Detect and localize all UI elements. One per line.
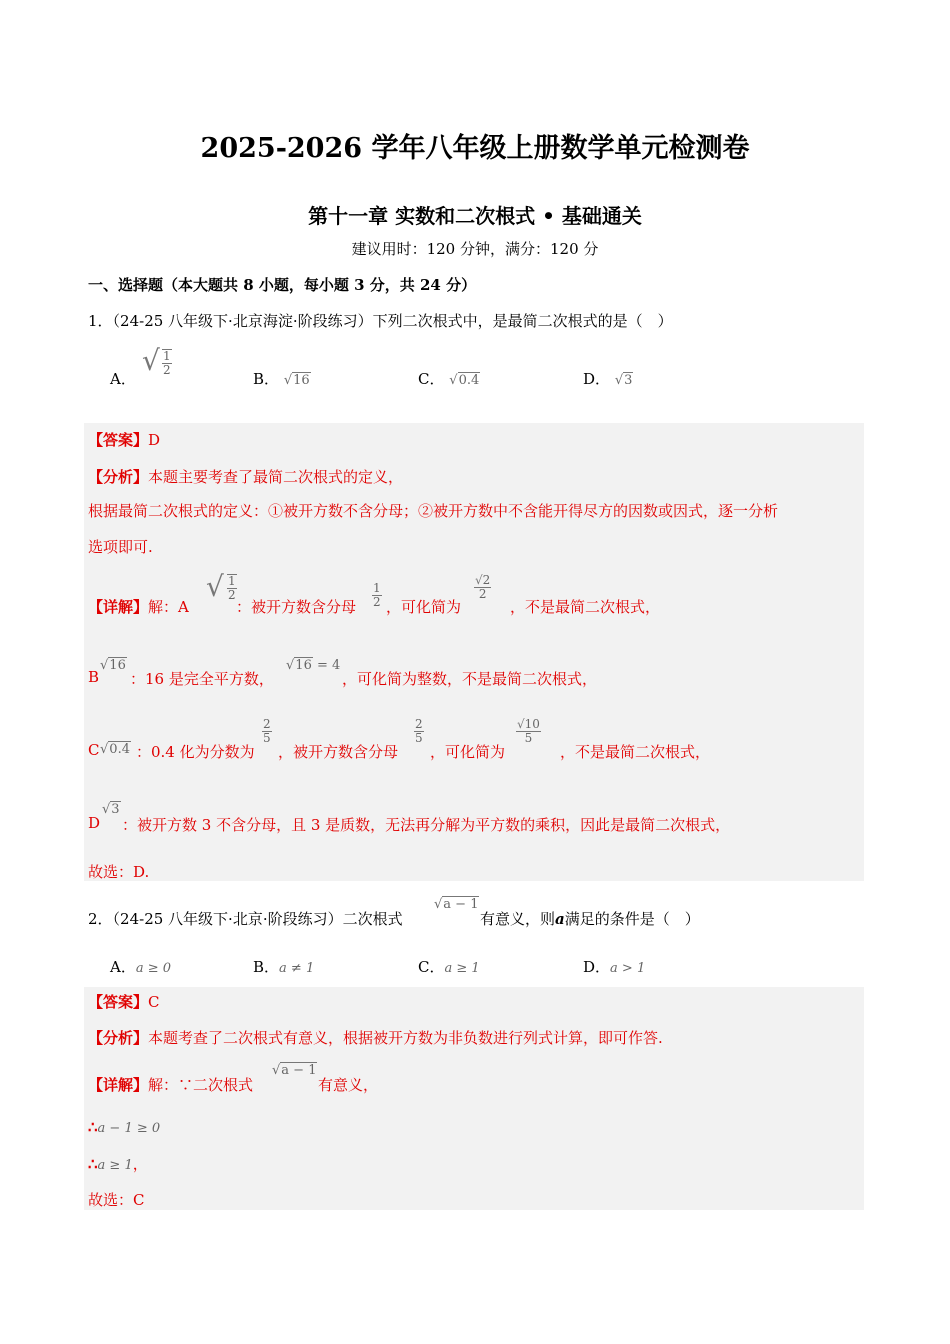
question-1-stem: 1．（24-25 八年级下·北京海淀·阶段练习）下列二次根式中，是最简二次根式的是（ ） bbox=[88, 312, 673, 330]
q1-detail-c-radical: √0.4 bbox=[100, 742, 130, 757]
detail-a-frac-den: 2 bbox=[373, 595, 381, 609]
answer-tag: 【答案】 bbox=[88, 431, 149, 449]
q1-analysis-line-3: 选项即可. bbox=[88, 538, 153, 556]
q1-answer-box bbox=[84, 423, 864, 881]
q2-analysis-tag: 【分析】 bbox=[88, 1029, 149, 1047]
q2-answer-box bbox=[84, 987, 864, 1210]
q2-detail-prefix: 解：∵二次根式 bbox=[148, 1076, 254, 1094]
q2-detail-radicand: a − 1 bbox=[281, 1063, 317, 1078]
q2-step-2 bbox=[88, 1153, 148, 1174]
q1-detail-c-prefix: C bbox=[88, 741, 100, 759]
time-info: 建议用时：120 分钟，满分：120 分 bbox=[351, 240, 599, 258]
option-d-radicand: 3 bbox=[624, 373, 633, 388]
q2-detail-tag: 【详解】 bbox=[88, 1076, 149, 1094]
q2-detail-line bbox=[88, 1074, 253, 1095]
q2-option-b-label: B． bbox=[253, 958, 280, 976]
q2-conclusion: 故选：C bbox=[88, 1191, 145, 1209]
detail-b-eq-radicand: 16 bbox=[295, 658, 312, 673]
chapter-subtitle: 第十一章 实数和二次根式 • 基础通关 bbox=[308, 204, 642, 228]
detail-b-eq-rhs: = 4 bbox=[312, 658, 341, 673]
question-2-stem-end bbox=[480, 908, 700, 929]
detail-a-rad-num: 1 bbox=[227, 573, 236, 588]
q1-detail-b-mid: ：16 是完全平方数， bbox=[130, 670, 274, 688]
detail-a-frac-num: 1 bbox=[373, 581, 381, 595]
question-2-stem-start: 2．（24-25 八年级下·北京·阶段练习）二次根式 bbox=[88, 910, 403, 928]
q2-step-1 bbox=[88, 1118, 160, 1136]
q1-detail-d-radical: √3 bbox=[102, 802, 120, 817]
q2-stem-radical: √a − 1 bbox=[434, 897, 479, 912]
q2-stem-post: 有意义，则 bbox=[480, 910, 556, 928]
detail-c-radicand: 0.4 bbox=[109, 742, 130, 757]
q1-detail-c-fraction-2 bbox=[414, 718, 424, 745]
q1-detail-c-result: $\frac{√10}{5}$ bbox=[517, 717, 540, 745]
q1-detail-c-mid3: ，可化简为 bbox=[430, 743, 506, 761]
q2-option-c-math: a ≥ 1 bbox=[444, 961, 480, 976]
q2-option-d-label: D． bbox=[583, 958, 611, 976]
q1-detail-c-mid2: ，被开方数含分母 bbox=[278, 743, 399, 761]
q1-answer-line bbox=[88, 429, 160, 450]
q1-analysis-line bbox=[88, 466, 403, 487]
q2-option-c-label: C． bbox=[418, 958, 445, 976]
detail-c-frac2-num: 2 bbox=[415, 717, 423, 731]
q1-detail-a-radical: √ $\frac{1}{2}$ bbox=[206, 570, 236, 603]
q1-detail-b-prefix: B bbox=[88, 668, 100, 686]
q1-option-a-math: √ $\frac{1}{2}$ bbox=[142, 344, 171, 377]
q2-stem-variable: a bbox=[555, 910, 565, 928]
detail-a-result-den: 2 bbox=[478, 587, 487, 601]
q1-detail-c-mid: ：0.4 化为分数为 bbox=[136, 743, 255, 761]
q1-detail-a-mid2: ，可化简为 bbox=[386, 598, 462, 616]
analysis-tag: 【分析】 bbox=[88, 468, 149, 486]
q1-option-d: D． √3 bbox=[583, 370, 633, 388]
q1-detail-a-mid: ：被开方数含分母 bbox=[236, 598, 357, 616]
section-heading: 一、选择题（本大题共 8 小题，每小题 3 分，共 24 分） bbox=[88, 276, 477, 294]
detail-c-result-num: 10 bbox=[524, 717, 540, 731]
q1-detail-a-start bbox=[88, 596, 189, 617]
q2-option-b bbox=[253, 956, 314, 977]
q2-answer-tag: 【答案】 bbox=[88, 993, 149, 1011]
detail-c-result-den: 5 bbox=[524, 731, 533, 745]
q2-stem-end-text: 满足的条件是（ ） bbox=[564, 910, 700, 928]
detail-c-frac2-den: 5 bbox=[415, 731, 423, 745]
detail-c-frac1-num: 2 bbox=[263, 717, 271, 731]
analysis-text: 本题主要考查了最简二次根式的定义， bbox=[148, 468, 404, 486]
q2-option-d-math: a > 1 bbox=[610, 961, 646, 976]
q1-option-c: C． √0.4 bbox=[418, 370, 480, 388]
q1-detail-b-equation: √16 = 4 bbox=[286, 658, 341, 673]
option-d-label: D． bbox=[583, 370, 611, 388]
q1-conclusion: 故选：D. bbox=[88, 863, 150, 881]
option-a-numerator: 1 bbox=[162, 348, 171, 363]
q1-detail-a-end: ，不是最简二次根式， bbox=[510, 598, 661, 616]
q1-detail-b-end: ，可化简为整数，不是最简二次根式， bbox=[342, 670, 598, 688]
q2-analysis-line bbox=[88, 1027, 663, 1048]
detail-b-radicand: 16 bbox=[109, 658, 126, 673]
q1-detail-c-end: ，不是最简二次根式， bbox=[560, 743, 711, 761]
detail-tag: 【详解】 bbox=[88, 598, 149, 616]
option-b-radicand: 16 bbox=[293, 373, 310, 388]
q2-step-2-math: a ≥ 1 bbox=[97, 1158, 133, 1173]
option-a-denominator: 2 bbox=[162, 362, 171, 377]
q2-detail-end: 有意义， bbox=[318, 1076, 379, 1094]
q1-detail-c-fraction-1 bbox=[262, 718, 272, 745]
q2-answer-line bbox=[88, 991, 160, 1012]
q2-option-b-math: a ≠ 1 bbox=[279, 961, 315, 976]
q1-detail-a-fraction bbox=[372, 582, 382, 609]
q1-detail-d-prefix: D bbox=[88, 814, 101, 832]
q1-option-b: B． √16 bbox=[253, 370, 310, 388]
q2-stem-radicand: a − 1 bbox=[443, 897, 479, 912]
detail-a-result-num: 2 bbox=[482, 573, 491, 587]
q2-option-a-label: A． bbox=[110, 958, 136, 976]
answer-value: D bbox=[148, 431, 161, 449]
q2-option-a bbox=[110, 956, 171, 977]
q2-answer-value: C bbox=[148, 993, 160, 1011]
document-title: 2025-2026 学年八年级上册数学单元检测卷 bbox=[200, 133, 750, 164]
option-c-radicand: 0.4 bbox=[458, 373, 480, 388]
therefore-symbol-2: ∴ bbox=[88, 1155, 98, 1173]
q2-option-d bbox=[583, 956, 645, 977]
q2-step-2-end: ， bbox=[132, 1155, 148, 1173]
q1-analysis-line-2: 根据最简二次根式的定义：①被开方数不含分母；②被开方数中不含能开得尽方的因数或因式，逐一分析 bbox=[88, 502, 779, 520]
q2-option-a-math: a ≥ 0 bbox=[135, 961, 172, 976]
q1-detail-d-end: ：被开方数 3 不含分母，且 3 是质数，无法再分解为平方数的乘积，因此是最简二次根式， bbox=[122, 816, 731, 834]
q1-detail-b-radical: √16 bbox=[100, 658, 126, 673]
q2-step-1-math: a − 1 ≥ 0 bbox=[97, 1121, 161, 1136]
option-a-label: A． bbox=[110, 370, 136, 388]
q1-option-a bbox=[110, 368, 136, 389]
option-c-label: C． bbox=[418, 370, 445, 388]
detail-a-prefix: 解：A bbox=[148, 598, 189, 616]
detail-c-frac1-den: 5 bbox=[263, 731, 271, 745]
detail-d-radicand: 3 bbox=[111, 802, 120, 817]
detail-a-rad-den: 2 bbox=[227, 587, 236, 602]
therefore-symbol-1: ∴ bbox=[88, 1118, 98, 1136]
q2-analysis-text: 本题考查了二次根式有意义，根据被开方数为非负数进行列式计算，即可作答. bbox=[148, 1029, 663, 1047]
q2-option-c bbox=[418, 956, 480, 977]
q2-detail-radical: √a − 1 bbox=[272, 1063, 317, 1078]
option-b-label: B． bbox=[253, 370, 280, 388]
q1-detail-a-result: $\frac{√2}{2}$ bbox=[475, 573, 491, 601]
